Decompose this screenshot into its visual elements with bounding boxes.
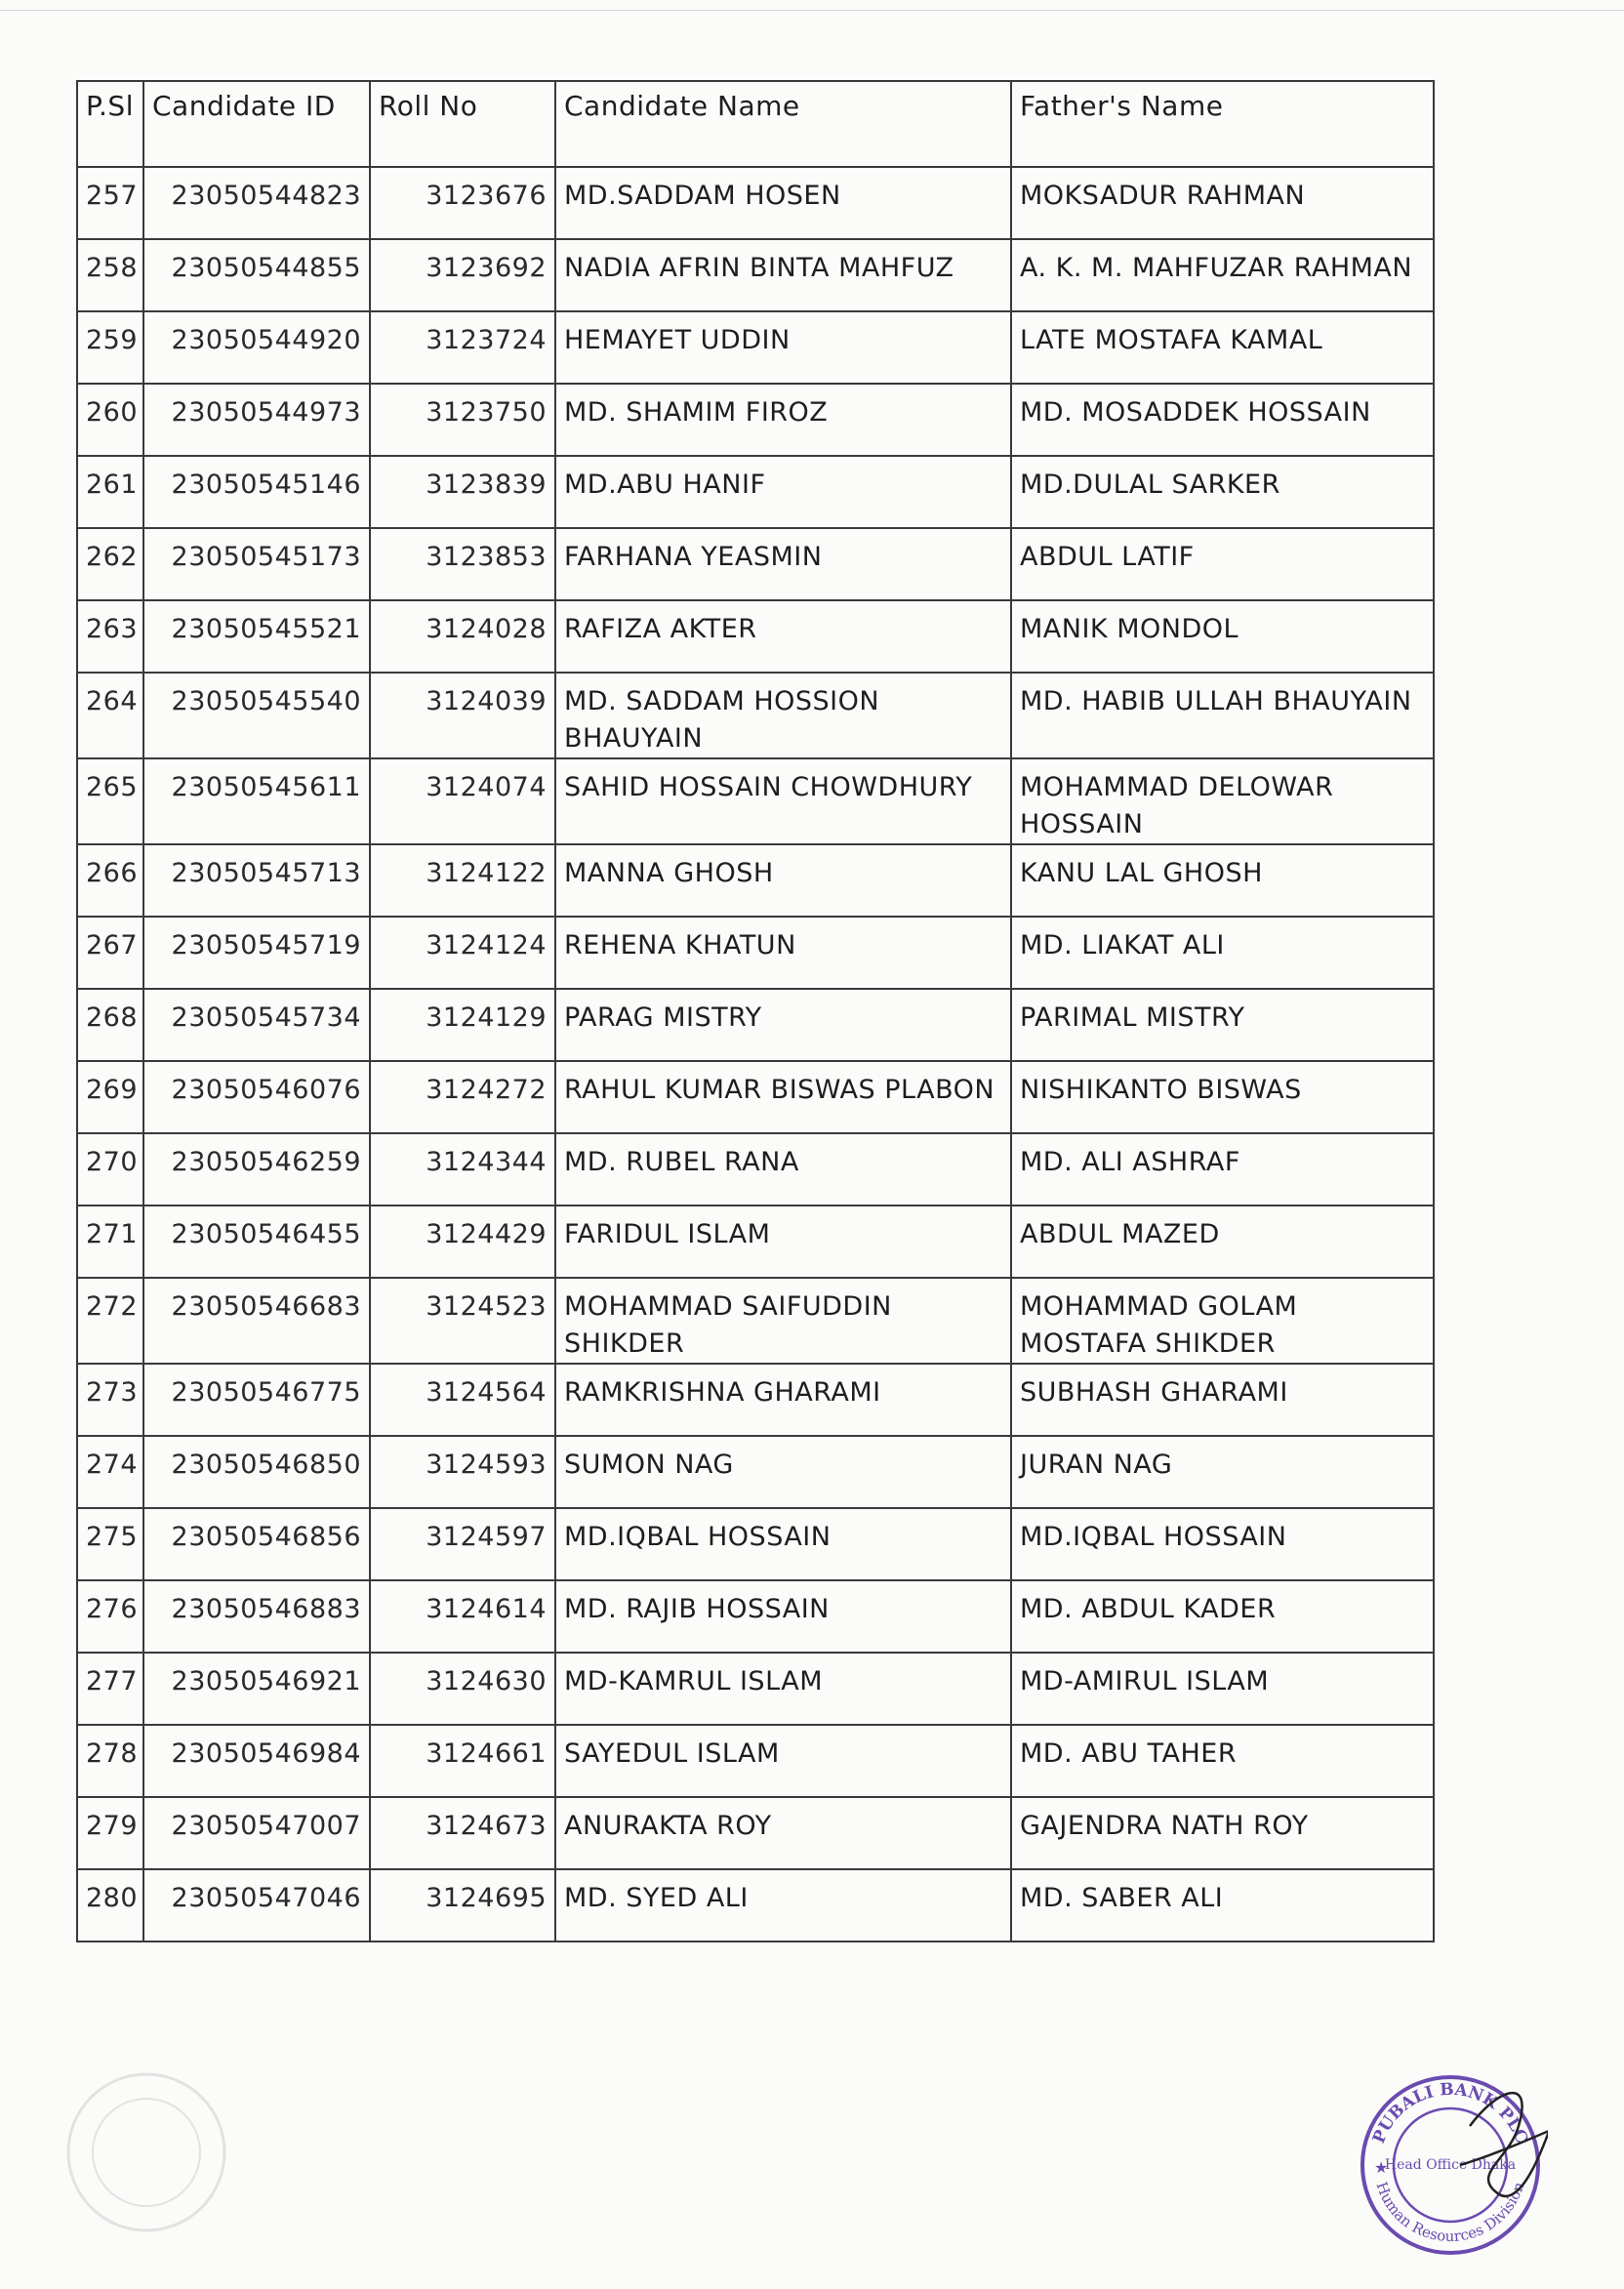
cell-father-name: MD. LIAKAT ALI [1011, 917, 1434, 989]
cell-father-name: MD.IQBAL HOSSAIN [1011, 1508, 1434, 1580]
table-row [77, 1206, 1434, 1278]
cell-sl: 261 [77, 456, 143, 528]
cell-roll-no: 3124673 [370, 1797, 555, 1869]
cell-sl: 276 [77, 1580, 143, 1653]
table-row [77, 600, 1434, 673]
cell-father-name: JURAN NAG [1011, 1436, 1434, 1508]
cell-father-name: SUBHASH GHARAMI [1011, 1364, 1434, 1436]
header-candidate-id: Candidate ID [143, 81, 370, 167]
cell-father-name: MOHAMMAD GOLAM MOSTAFA SHIKDER [1011, 1278, 1434, 1364]
cell-candidate-id: 23050546921 [143, 1653, 370, 1725]
cell-roll-no: 3124661 [370, 1725, 555, 1797]
cell-candidate-id: 23050545734 [143, 989, 370, 1061]
cell-candidate-id: 23050544973 [143, 384, 370, 456]
cell-roll-no: 3123724 [370, 311, 555, 384]
cell-candidate-id: 23050546850 [143, 1436, 370, 1508]
cell-sl: 267 [77, 917, 143, 989]
cell-father-name: PARIMAL MISTRY [1011, 989, 1434, 1061]
official-stamp [1353, 2067, 1548, 2263]
cell-candidate-id: 23050546856 [143, 1508, 370, 1580]
table-row [77, 844, 1434, 917]
table-body [77, 167, 1434, 1942]
svg-text:★: ★ [1374, 2158, 1389, 2177]
candidate-table [76, 80, 1435, 1942]
header-candidate-name: Candidate Name [555, 81, 1011, 167]
cell-candidate-id: 23050545173 [143, 528, 370, 600]
cell-roll-no: 3124593 [370, 1436, 555, 1508]
cell-candidate-name: RAFIZA AKTER [555, 600, 1011, 673]
cell-candidate-id: 23050545146 [143, 456, 370, 528]
cell-candidate-id: 23050544823 [143, 167, 370, 239]
cell-sl: 257 [77, 167, 143, 239]
cell-candidate-id: 23050545521 [143, 600, 370, 673]
table-row [77, 1061, 1434, 1133]
stamp-text-top: PUBALI BANK PLC [1368, 2079, 1532, 2146]
table-row [77, 1508, 1434, 1580]
cell-father-name: ABDUL MAZED [1011, 1206, 1434, 1278]
cell-candidate-id: 23050545713 [143, 844, 370, 917]
header-sl: P.Sl [77, 81, 143, 167]
cell-roll-no: 3123750 [370, 384, 555, 456]
table-row [77, 1364, 1434, 1436]
table-row [77, 311, 1434, 384]
cell-father-name: LATE MOSTAFA KAMAL [1011, 311, 1434, 384]
cell-roll-no: 3124039 [370, 673, 555, 758]
cell-sl: 271 [77, 1206, 143, 1278]
cell-roll-no: 3124614 [370, 1580, 555, 1653]
cell-roll-no: 3124695 [370, 1869, 555, 1942]
cell-sl: 269 [77, 1061, 143, 1133]
cell-candidate-id: 23050544855 [143, 239, 370, 311]
cell-father-name: MD-AMIRUL ISLAM [1011, 1653, 1434, 1725]
table-row [77, 528, 1434, 600]
table-row [77, 384, 1434, 456]
cell-father-name: MD. ABU TAHER [1011, 1725, 1434, 1797]
cell-father-name: MANIK MONDOL [1011, 600, 1434, 673]
cell-roll-no: 3124122 [370, 844, 555, 917]
cell-roll-no: 3123676 [370, 167, 555, 239]
header-roll-no: Roll No [370, 81, 555, 167]
cell-candidate-name: MD. SADDAM HOSSION BHAUYAIN [555, 673, 1011, 758]
cell-candidate-id: 23050546883 [143, 1580, 370, 1653]
cell-roll-no: 3123692 [370, 239, 555, 311]
table-row [77, 239, 1434, 311]
cell-sl: 277 [77, 1653, 143, 1725]
cell-sl: 270 [77, 1133, 143, 1206]
cell-roll-no: 3124124 [370, 917, 555, 989]
cell-candidate-id: 23050546076 [143, 1061, 370, 1133]
cell-candidate-name: MD.ABU HANIF [555, 456, 1011, 528]
cell-candidate-id: 23050547046 [143, 1869, 370, 1942]
stamp-text-bottom: Human Resources Division [1372, 2179, 1528, 2246]
cell-father-name: MD.DULAL SARKER [1011, 456, 1434, 528]
table-row [77, 1133, 1434, 1206]
cell-sl: 275 [77, 1508, 143, 1580]
cell-candidate-name: MD-KAMRUL ISLAM [555, 1653, 1011, 1725]
cell-roll-no: 3124597 [370, 1508, 555, 1580]
svg-text:PUBALI BANK PLC [1369, 2080, 1531, 2146]
cell-roll-no: 3124272 [370, 1061, 555, 1133]
table-row [77, 1653, 1434, 1725]
cell-father-name: MD. SABER ALI [1011, 1869, 1434, 1942]
cell-roll-no: 3124523 [370, 1278, 555, 1364]
cell-candidate-name: MD. SYED ALI [555, 1869, 1011, 1942]
table-row [77, 917, 1434, 989]
cell-candidate-name: MD.IQBAL HOSSAIN [555, 1508, 1011, 1580]
cell-father-name: MD. ABDUL KADER [1011, 1580, 1434, 1653]
cell-candidate-name: MD. SHAMIM FIROZ [555, 384, 1011, 456]
cell-candidate-name: ANURAKTA ROY [555, 1797, 1011, 1869]
cell-roll-no: 3123839 [370, 456, 555, 528]
table-row [77, 1869, 1434, 1942]
cell-sl: 274 [77, 1436, 143, 1508]
cell-sl: 279 [77, 1797, 143, 1869]
cell-candidate-id: 23050546683 [143, 1278, 370, 1364]
table-row [77, 1278, 1434, 1364]
cell-roll-no: 3124074 [370, 758, 555, 844]
cell-sl: 265 [77, 758, 143, 844]
cell-candidate-id: 23050546455 [143, 1206, 370, 1278]
cell-candidate-id: 23050545540 [143, 673, 370, 758]
table-row [77, 456, 1434, 528]
cell-father-name: MD. ALI ASHRAF [1011, 1133, 1434, 1206]
cell-sl: 278 [77, 1725, 143, 1797]
cell-candidate-id: 23050546775 [143, 1364, 370, 1436]
cell-roll-no: 3124344 [370, 1133, 555, 1206]
cell-candidate-name: SUMON NAG [555, 1436, 1011, 1508]
cell-sl: 258 [77, 239, 143, 311]
header-father-name: Father's Name [1011, 81, 1434, 167]
cell-roll-no: 3124429 [370, 1206, 555, 1278]
table-row [77, 1797, 1434, 1869]
cell-roll-no: 3124028 [370, 600, 555, 673]
cell-candidate-name: FARHANA YEASMIN [555, 528, 1011, 600]
cell-father-name: KANU LAL GHOSH [1011, 844, 1434, 917]
cell-sl: 280 [77, 1869, 143, 1942]
cell-candidate-name: MD. RAJIB HOSSAIN [555, 1580, 1011, 1653]
cell-sl: 264 [77, 673, 143, 758]
page-top-edge [0, 0, 1624, 11]
cell-candidate-id: 23050546984 [143, 1725, 370, 1797]
cell-father-name: ABDUL LATIF [1011, 528, 1434, 600]
cell-candidate-name: MOHAMMAD SAIFUDDIN SHIKDER [555, 1278, 1011, 1364]
cell-roll-no: 3124630 [370, 1653, 555, 1725]
cell-candidate-name: SAYEDUL ISLAM [555, 1725, 1011, 1797]
cell-candidate-id: 23050547007 [143, 1797, 370, 1869]
cell-candidate-name: REHENA KHATUN [555, 917, 1011, 989]
table-row [77, 989, 1434, 1061]
cell-roll-no: 3124564 [370, 1364, 555, 1436]
cell-father-name: MOKSADUR RAHMAN [1011, 167, 1434, 239]
cell-sl: 272 [77, 1278, 143, 1364]
cell-candidate-name: NADIA AFRIN BINTA MAHFUZ [555, 239, 1011, 311]
cell-sl: 266 [77, 844, 143, 917]
cell-sl: 262 [77, 528, 143, 600]
cell-candidate-name: MD. RUBEL RANA [555, 1133, 1011, 1206]
faint-seal-mark [49, 2060, 244, 2245]
cell-candidate-name: MD.SADDAM HOSEN [555, 167, 1011, 239]
cell-father-name: A. K. M. MAHFUZAR RAHMAN [1011, 239, 1434, 311]
cell-candidate-id: 23050545719 [143, 917, 370, 989]
cell-father-name: NISHIKANTO BISWAS [1011, 1061, 1434, 1133]
table-header-row [77, 81, 1434, 167]
cell-candidate-id: 23050545611 [143, 758, 370, 844]
cell-roll-no: 3123853 [370, 528, 555, 600]
cell-candidate-id: 23050544920 [143, 311, 370, 384]
table-row [77, 1725, 1434, 1797]
cell-father-name: MD. HABIB ULLAH BHAUYAIN [1011, 673, 1434, 758]
cell-roll-no: 3124129 [370, 989, 555, 1061]
stamp-text-middle: Head Office Dhaka [1384, 2157, 1517, 2173]
cell-candidate-name: HEMAYET UDDIN [555, 311, 1011, 384]
cell-father-name: MD. MOSADDEK HOSSAIN [1011, 384, 1434, 456]
table-row [77, 1436, 1434, 1508]
cell-candidate-name: FARIDUL ISLAM [555, 1206, 1011, 1278]
cell-candidate-name: RAHUL KUMAR BISWAS PLABON [555, 1061, 1011, 1133]
cell-candidate-name: SAHID HOSSAIN CHOWDHURY [555, 758, 1011, 844]
cell-candidate-name: RAMKRISHNA GHARAMI [555, 1364, 1011, 1436]
cell-sl: 260 [77, 384, 143, 456]
table-row [77, 673, 1434, 758]
cell-sl: 263 [77, 600, 143, 673]
cell-sl: 273 [77, 1364, 143, 1436]
table-row [77, 758, 1434, 844]
cell-candidate-id: 23050546259 [143, 1133, 370, 1206]
cell-sl: 268 [77, 989, 143, 1061]
cell-sl: 259 [77, 311, 143, 384]
table-row [77, 1580, 1434, 1653]
cell-father-name: MOHAMMAD DELOWAR HOSSAIN [1011, 758, 1434, 844]
cell-candidate-name: PARAG MISTRY [555, 989, 1011, 1061]
cell-candidate-name: MANNA GHOSH [555, 844, 1011, 917]
cell-father-name: GAJENDRA NATH ROY [1011, 1797, 1434, 1869]
table-row [77, 167, 1434, 239]
